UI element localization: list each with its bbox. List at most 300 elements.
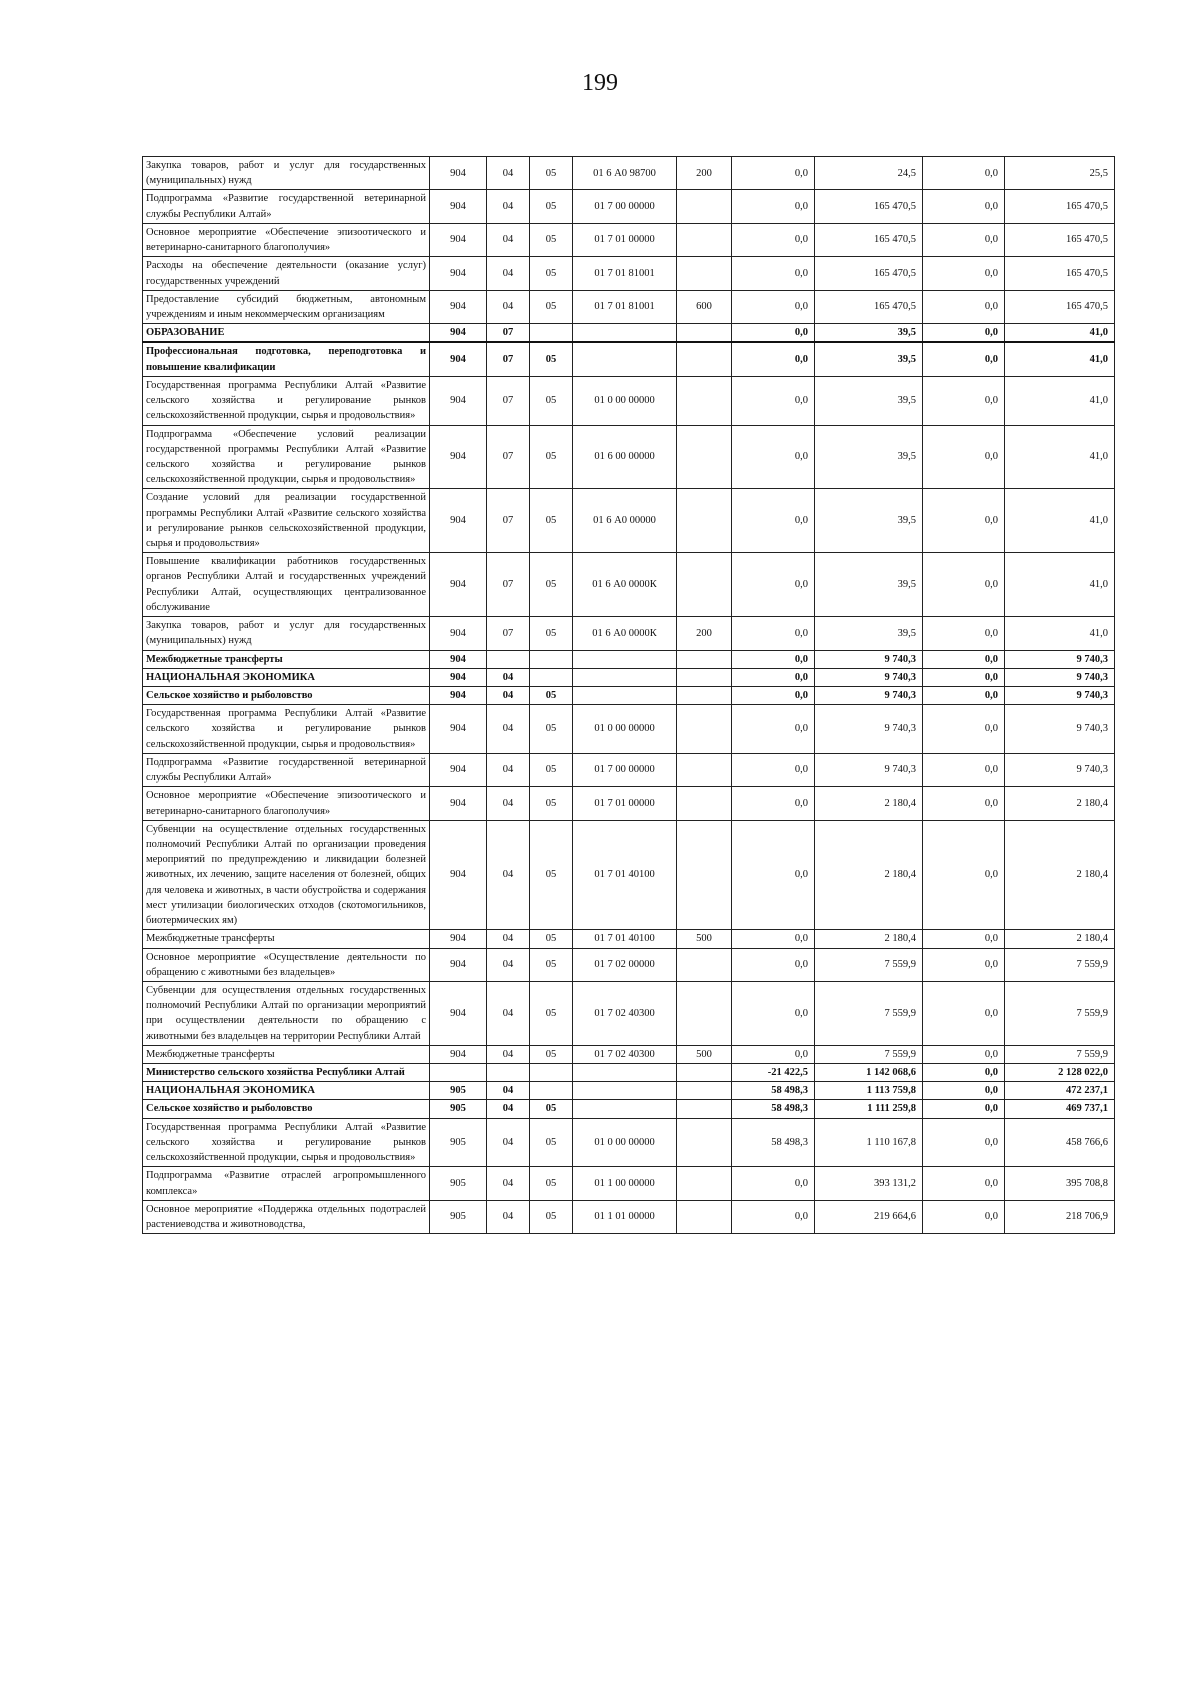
ministry-code: 904 — [430, 948, 487, 981]
section-code: 04 — [487, 753, 530, 786]
expense-kind — [677, 981, 732, 1045]
amount-1: 0,0 — [732, 425, 815, 489]
amount-4: 9 740,3 — [1005, 668, 1115, 686]
subsection-code: 05 — [530, 190, 573, 223]
amount-4: 2 180,4 — [1005, 930, 1115, 948]
amount-4: 2 128 022,0 — [1005, 1064, 1115, 1082]
subsection-code: 05 — [530, 981, 573, 1045]
table-row — [143, 787, 1115, 820]
amount-2: 7 559,9 — [815, 1045, 923, 1063]
subsection-code: 05 — [530, 753, 573, 786]
amount-2: 1 110 167,8 — [815, 1118, 923, 1167]
target-article: 01 7 02 40300 — [573, 981, 677, 1045]
target-article — [573, 324, 677, 343]
subsection-code: 05 — [530, 342, 573, 376]
amount-3: 0,0 — [923, 1064, 1005, 1082]
amount-3: 0,0 — [923, 820, 1005, 930]
section-code: 07 — [487, 617, 530, 650]
target-article: 01 6 А0 00000 — [573, 489, 677, 553]
amount-1: 0,0 — [732, 223, 815, 256]
amount-4: 395 708,8 — [1005, 1167, 1115, 1200]
subsection-code: 05 — [530, 223, 573, 256]
row-name: Основное мероприятие «Осуществление деятельности по обращению с животными без владельцев» — [143, 948, 430, 981]
expense-kind: 500 — [677, 1045, 732, 1063]
expense-kind — [677, 223, 732, 256]
ministry-code: 904 — [430, 425, 487, 489]
row-name: Закупка товаров, работ и услуг для государственных (муниципальных) нужд — [143, 617, 430, 650]
amount-3: 0,0 — [923, 1100, 1005, 1118]
table-row — [143, 1082, 1115, 1100]
target-article: 01 0 00 00000 — [573, 1118, 677, 1167]
ministry-code: 904 — [430, 617, 487, 650]
amount-1: 0,0 — [732, 687, 815, 705]
target-article: 01 0 00 00000 — [573, 376, 677, 425]
table-row — [143, 820, 1115, 930]
ministry-code: 904 — [430, 257, 487, 290]
target-article: 01 7 01 81001 — [573, 257, 677, 290]
subsection-code: 05 — [530, 157, 573, 190]
ministry-code: 904 — [430, 376, 487, 425]
section-code: 04 — [487, 1100, 530, 1118]
amount-3: 0,0 — [923, 948, 1005, 981]
table-row — [143, 1064, 1115, 1082]
ministry-code: 904 — [430, 190, 487, 223]
amount-1: 0,0 — [732, 650, 815, 668]
subsection-code: 05 — [530, 1045, 573, 1063]
section-code: 04 — [487, 223, 530, 256]
amount-4: 9 740,3 — [1005, 650, 1115, 668]
subsection-code: 05 — [530, 376, 573, 425]
ministry-code: 904 — [430, 930, 487, 948]
subsection-code — [530, 1064, 573, 1082]
amount-1: 0,0 — [732, 342, 815, 376]
amount-4: 9 740,3 — [1005, 705, 1115, 754]
amount-2: 9 740,3 — [815, 668, 923, 686]
section-code: 04 — [487, 1167, 530, 1200]
target-article — [573, 1064, 677, 1082]
amount-1: 0,0 — [732, 290, 815, 323]
amount-2: 1 113 759,8 — [815, 1082, 923, 1100]
amount-3: 0,0 — [923, 1082, 1005, 1100]
section-code — [487, 650, 530, 668]
amount-3: 0,0 — [923, 668, 1005, 686]
table-row — [143, 705, 1115, 754]
amount-4: 41,0 — [1005, 342, 1115, 376]
ministry-code: 904 — [430, 290, 487, 323]
row-name: Субвенции для осуществления отдельных государственных полномочий Республики Алтай по организации мероприятий при осуществлении деятельности по обращению с животными без владельцев на территории Республики Алтай — [143, 981, 430, 1045]
amount-1: 0,0 — [732, 930, 815, 948]
amount-3: 0,0 — [923, 190, 1005, 223]
section-code: 04 — [487, 1045, 530, 1063]
amount-1: 0,0 — [732, 489, 815, 553]
table-row — [143, 1167, 1115, 1200]
amount-1: 58 498,3 — [732, 1100, 815, 1118]
expense-kind — [677, 1100, 732, 1118]
amount-3: 0,0 — [923, 489, 1005, 553]
amount-3: 0,0 — [923, 425, 1005, 489]
table-row — [143, 157, 1115, 190]
table-row — [143, 668, 1115, 686]
ministry-code: 904 — [430, 1045, 487, 1063]
ministry-code: 904 — [430, 223, 487, 256]
table-row — [143, 290, 1115, 323]
amount-3: 0,0 — [923, 687, 1005, 705]
section-code: 07 — [487, 425, 530, 489]
amount-2: 165 470,5 — [815, 257, 923, 290]
amount-1: 0,0 — [732, 1200, 815, 1233]
amount-4: 2 180,4 — [1005, 820, 1115, 930]
amount-3: 0,0 — [923, 553, 1005, 617]
row-name: Основное мероприятие «Обеспечение эпизоотического и ветеринарно-санитарного благополучия» — [143, 223, 430, 256]
amount-4: 472 237,1 — [1005, 1082, 1115, 1100]
amount-2: 39,5 — [815, 342, 923, 376]
row-name: НАЦИОНАЛЬНАЯ ЭКОНОМИКА — [143, 668, 430, 686]
amount-2: 165 470,5 — [815, 290, 923, 323]
amount-1: 0,0 — [732, 190, 815, 223]
amount-2: 39,5 — [815, 617, 923, 650]
table-row — [143, 650, 1115, 668]
amount-3: 0,0 — [923, 342, 1005, 376]
expense-kind — [677, 668, 732, 686]
amount-3: 0,0 — [923, 617, 1005, 650]
row-name: Основное мероприятие «Поддержка отдельных подотраслей растениеводства и животноводства, — [143, 1200, 430, 1233]
table-row — [143, 1100, 1115, 1118]
amount-2: 24,5 — [815, 157, 923, 190]
expense-kind — [677, 820, 732, 930]
subsection-code: 05 — [530, 687, 573, 705]
table-body — [143, 157, 1115, 1234]
row-name: НАЦИОНАЛЬНАЯ ЭКОНОМИКА — [143, 1082, 430, 1100]
section-code: 04 — [487, 190, 530, 223]
amount-4: 165 470,5 — [1005, 257, 1115, 290]
target-article: 01 7 01 40100 — [573, 820, 677, 930]
target-article: 01 7 00 00000 — [573, 753, 677, 786]
subsection-code: 05 — [530, 1167, 573, 1200]
amount-2: 165 470,5 — [815, 190, 923, 223]
row-name: Подпрограмма «Развитие государственной ветеринарной службы Республики Алтай» — [143, 753, 430, 786]
amount-4: 41,0 — [1005, 324, 1115, 343]
target-article: 01 1 01 00000 — [573, 1200, 677, 1233]
section-code: 04 — [487, 1118, 530, 1167]
table-row — [143, 981, 1115, 1045]
subsection-code: 05 — [530, 257, 573, 290]
table-row — [143, 190, 1115, 223]
ministry-code: 905 — [430, 1100, 487, 1118]
ministry-code: 904 — [430, 650, 487, 668]
row-name: Государственная программа Республики Алтай «Развитие сельского хозяйства и регулирование рынков сельскохозяйственной продукции, сырья и продовольствия» — [143, 376, 430, 425]
target-article: 01 7 01 40100 — [573, 930, 677, 948]
section-code: 04 — [487, 1082, 530, 1100]
amount-3: 0,0 — [923, 705, 1005, 754]
amount-1: 0,0 — [732, 668, 815, 686]
amount-4: 165 470,5 — [1005, 290, 1115, 323]
expense-kind — [677, 190, 732, 223]
section-code: 07 — [487, 324, 530, 343]
target-article: 01 7 01 00000 — [573, 787, 677, 820]
subsection-code: 05 — [530, 1100, 573, 1118]
target-article — [573, 650, 677, 668]
table-row — [143, 617, 1115, 650]
target-article: 01 7 02 00000 — [573, 948, 677, 981]
amount-3: 0,0 — [923, 1200, 1005, 1233]
section-code: 04 — [487, 705, 530, 754]
amount-2: 39,5 — [815, 553, 923, 617]
amount-2: 9 740,3 — [815, 753, 923, 786]
amount-4: 2 180,4 — [1005, 787, 1115, 820]
subsection-code: 05 — [530, 290, 573, 323]
amount-2: 9 740,3 — [815, 687, 923, 705]
row-name: Расходы на обеспечение деятельности (оказание услуг) государственных учреждений — [143, 257, 430, 290]
amount-2: 165 470,5 — [815, 223, 923, 256]
amount-2: 2 180,4 — [815, 930, 923, 948]
ministry-code: 904 — [430, 787, 487, 820]
ministry-code: 904 — [430, 687, 487, 705]
expense-kind — [677, 342, 732, 376]
row-name: Закупка товаров, работ и услуг для государственных (муниципальных) нужд — [143, 157, 430, 190]
table-row — [143, 1118, 1115, 1167]
section-code: 07 — [487, 376, 530, 425]
section-code: 07 — [487, 553, 530, 617]
amount-3: 0,0 — [923, 1118, 1005, 1167]
amount-1: 0,0 — [732, 617, 815, 650]
section-code: 04 — [487, 687, 530, 705]
target-article: 01 7 00 00000 — [573, 190, 677, 223]
ministry-code: 905 — [430, 1082, 487, 1100]
section-code: 04 — [487, 948, 530, 981]
expense-kind — [677, 787, 732, 820]
row-name: Профессиональная подготовка, переподготовка и повышение квалификации — [143, 342, 430, 376]
amount-4: 7 559,9 — [1005, 981, 1115, 1045]
amount-1: 0,0 — [732, 705, 815, 754]
amount-1: 0,0 — [732, 820, 815, 930]
section-code: 04 — [487, 257, 530, 290]
section-code: 04 — [487, 290, 530, 323]
amount-4: 165 470,5 — [1005, 190, 1115, 223]
row-name: Межбюджетные трансферты — [143, 1045, 430, 1063]
amount-2: 393 131,2 — [815, 1167, 923, 1200]
section-code: 04 — [487, 1200, 530, 1233]
amount-3: 0,0 — [923, 787, 1005, 820]
amount-3: 0,0 — [923, 157, 1005, 190]
amount-3: 0,0 — [923, 1167, 1005, 1200]
ministry-code: 904 — [430, 668, 487, 686]
amount-1: 0,0 — [732, 1167, 815, 1200]
amount-4: 41,0 — [1005, 617, 1115, 650]
expense-kind: 600 — [677, 290, 732, 323]
expense-kind — [677, 705, 732, 754]
expense-kind — [677, 1167, 732, 1200]
ministry-code: 904 — [430, 753, 487, 786]
expense-kind: 200 — [677, 617, 732, 650]
amount-4: 165 470,5 — [1005, 223, 1115, 256]
row-name: Субвенции на осуществление отдельных государственных полномочий Республики Алтай по организации проведения мероприятий по предупреждению и ликвидации болезней животных, их лечению, защите населения от болезней, общих для человека и животных, в части обустройства и содержания мест утилизации биологических отходов (скотомогильников, биотермических ям) — [143, 820, 430, 930]
expense-kind — [677, 753, 732, 786]
target-article: 01 1 00 00000 — [573, 1167, 677, 1200]
subsection-code — [530, 668, 573, 686]
row-name: Подпрограмма «Развитие государственной ветеринарной службы Республики Алтай» — [143, 190, 430, 223]
table-row — [143, 257, 1115, 290]
table-row — [143, 948, 1115, 981]
amount-2: 39,5 — [815, 324, 923, 343]
amount-3: 0,0 — [923, 290, 1005, 323]
amount-1: 58 498,3 — [732, 1118, 815, 1167]
target-article: 01 6 А0 98700 — [573, 157, 677, 190]
amount-3: 0,0 — [923, 376, 1005, 425]
ministry-code: 904 — [430, 705, 487, 754]
amount-4: 9 740,3 — [1005, 753, 1115, 786]
amount-4: 7 559,9 — [1005, 1045, 1115, 1063]
section-code: 07 — [487, 342, 530, 376]
amount-3: 0,0 — [923, 753, 1005, 786]
table-row — [143, 376, 1115, 425]
table-row — [143, 1045, 1115, 1063]
table-row — [143, 489, 1115, 553]
target-article: 01 7 01 00000 — [573, 223, 677, 256]
section-code: 04 — [487, 787, 530, 820]
expense-kind — [677, 425, 732, 489]
expense-kind — [677, 687, 732, 705]
table-row — [143, 1200, 1115, 1233]
expense-kind — [677, 650, 732, 668]
amount-4: 218 706,9 — [1005, 1200, 1115, 1233]
table-row — [143, 324, 1115, 343]
amount-4: 41,0 — [1005, 425, 1115, 489]
amount-3: 0,0 — [923, 981, 1005, 1045]
section-code: 04 — [487, 820, 530, 930]
target-article: 01 6 00 00000 — [573, 425, 677, 489]
page-number: 199 — [582, 70, 618, 96]
ministry-code: 904 — [430, 342, 487, 376]
ministry-code: 904 — [430, 324, 487, 343]
ministry-code: 905 — [430, 1167, 487, 1200]
row-name: Подпрограмма «Обеспечение условий реализации государственной программы Республики Алтай «Развитие сельского хозяйства и регулирование рынков сельскохозяйственной продукции, сырья и продовольствия» — [143, 425, 430, 489]
amount-4: 41,0 — [1005, 489, 1115, 553]
table-row — [143, 753, 1115, 786]
section-code: 04 — [487, 981, 530, 1045]
ministry-code: 905 — [430, 1118, 487, 1167]
amount-2: 39,5 — [815, 376, 923, 425]
row-name: Сельское хозяйство и рыболовство — [143, 1100, 430, 1118]
table-row — [143, 425, 1115, 489]
target-article: 01 7 02 40300 — [573, 1045, 677, 1063]
amount-2: 7 559,9 — [815, 981, 923, 1045]
amount-4: 9 740,3 — [1005, 687, 1115, 705]
amount-3: 0,0 — [923, 930, 1005, 948]
subsection-code: 05 — [530, 820, 573, 930]
section-code — [487, 1064, 530, 1082]
subsection-code: 05 — [530, 705, 573, 754]
target-article: 01 0 00 00000 — [573, 705, 677, 754]
expense-kind: 200 — [677, 157, 732, 190]
amount-1: 58 498,3 — [732, 1082, 815, 1100]
expense-kind — [677, 1082, 732, 1100]
expense-kind — [677, 376, 732, 425]
ministry-code: 904 — [430, 820, 487, 930]
section-code: 07 — [487, 489, 530, 553]
section-code: 04 — [487, 930, 530, 948]
row-name: Создание условий для реализации государственной программы Республики Алтай «Развитие сельского хозяйства и регулирование рынков сельскохозяйственной продукции, сырья и продовольствия» — [143, 489, 430, 553]
ministry-code — [430, 1064, 487, 1082]
amount-4: 41,0 — [1005, 376, 1115, 425]
amount-2: 1 111 259,8 — [815, 1100, 923, 1118]
row-name: Государственная программа Республики Алтай «Развитие сельского хозяйства и регулирование рынков сельскохозяйственной продукции, сырья и продовольствия» — [143, 1118, 430, 1167]
amount-4: 469 737,1 — [1005, 1100, 1115, 1118]
row-name: Межбюджетные трансферты — [143, 650, 430, 668]
amount-1: 0,0 — [732, 948, 815, 981]
target-article — [573, 687, 677, 705]
section-code: 04 — [487, 157, 530, 190]
expense-kind — [677, 1064, 732, 1082]
target-article — [573, 342, 677, 376]
target-article: 01 7 01 81001 — [573, 290, 677, 323]
table-row — [143, 553, 1115, 617]
subsection-code: 05 — [530, 787, 573, 820]
amount-1: 0,0 — [732, 157, 815, 190]
ministry-code: 904 — [430, 981, 487, 1045]
ministry-code: 905 — [430, 1200, 487, 1233]
amount-3: 0,0 — [923, 223, 1005, 256]
amount-3: 0,0 — [923, 650, 1005, 668]
row-name: Повышение квалификации работников государственных органов Республики Алтай и государственных учреждений Республики Алтай, осуществляющих централизованное обслуживание — [143, 553, 430, 617]
target-article — [573, 1100, 677, 1118]
amount-1: 0,0 — [732, 787, 815, 820]
row-name: Основное мероприятие «Обеспечение эпизоотического и ветеринарно-санитарного благополучия» — [143, 787, 430, 820]
amount-1: 0,0 — [732, 1045, 815, 1063]
amount-2: 7 559,9 — [815, 948, 923, 981]
expense-kind — [677, 324, 732, 343]
expense-kind — [677, 257, 732, 290]
target-article — [573, 668, 677, 686]
ministry-code: 904 — [430, 553, 487, 617]
amount-2: 2 180,4 — [815, 820, 923, 930]
amount-2: 9 740,3 — [815, 705, 923, 754]
subsection-code: 05 — [530, 930, 573, 948]
ministry-code: 904 — [430, 157, 487, 190]
amount-3: 0,0 — [923, 1045, 1005, 1063]
subsection-code — [530, 1082, 573, 1100]
subsection-code — [530, 650, 573, 668]
ministry-code: 904 — [430, 489, 487, 553]
table-row — [143, 223, 1115, 256]
amount-2: 219 664,6 — [815, 1200, 923, 1233]
table-row — [143, 342, 1115, 376]
subsection-code: 05 — [530, 553, 573, 617]
amount-1: 0,0 — [732, 753, 815, 786]
expense-kind — [677, 553, 732, 617]
expense-kind: 500 — [677, 930, 732, 948]
table-row — [143, 930, 1115, 948]
amount-1: 0,0 — [732, 981, 815, 1045]
expense-kind — [677, 1118, 732, 1167]
target-article: 01 6 А0 0000К — [573, 553, 677, 617]
row-name: Государственная программа Республики Алтай «Развитие сельского хозяйства и регулирование рынков сельскохозяйственной продукции, сырья и продовольствия» — [143, 705, 430, 754]
expense-kind — [677, 1200, 732, 1233]
amount-1: 0,0 — [732, 376, 815, 425]
row-name: Межбюджетные трансферты — [143, 930, 430, 948]
row-name: Подпрограмма «Развитие отраслей агропромышленного комплекса» — [143, 1167, 430, 1200]
amount-2: 9 740,3 — [815, 650, 923, 668]
row-name: Сельское хозяйство и рыболовство — [143, 687, 430, 705]
section-code: 04 — [487, 668, 530, 686]
amount-1: -21 422,5 — [732, 1064, 815, 1082]
target-article — [573, 1082, 677, 1100]
subsection-code: 05 — [530, 489, 573, 553]
expense-kind — [677, 948, 732, 981]
row-name: Предоставление субсидий бюджетным, автономным учреждениям и иным некоммерческим организациям — [143, 290, 430, 323]
subsection-code: 05 — [530, 617, 573, 650]
target-article: 01 6 А0 0000К — [573, 617, 677, 650]
amount-2: 1 142 068,6 — [815, 1064, 923, 1082]
